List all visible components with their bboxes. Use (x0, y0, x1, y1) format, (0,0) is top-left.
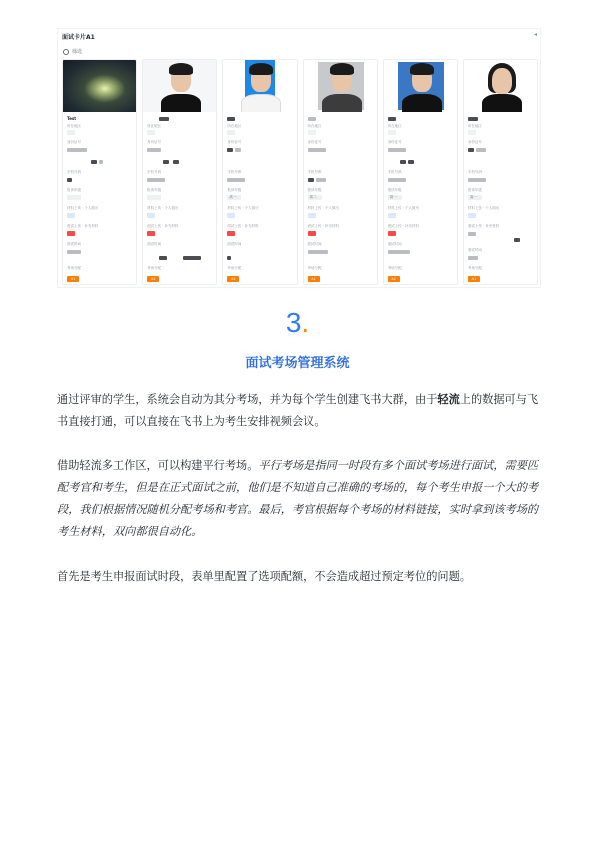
redacted-text (227, 117, 235, 121)
field-label: 材料上传 · 个人简历 (147, 206, 179, 210)
field-label: 面试时间 (467, 248, 482, 252)
redacted-text (67, 178, 72, 182)
attachment-tag[interactable] (147, 231, 155, 236)
redacted-text (468, 256, 478, 260)
field-label: 面试上传 · 补充材料 (387, 224, 420, 228)
room-button[interactable]: A1 (147, 276, 159, 282)
grade-tag (67, 195, 81, 200)
field-label: 面试时间 (67, 242, 81, 246)
candidate-card[interactable] (383, 59, 458, 285)
embedded-screenshot (57, 28, 541, 288)
redacted-text (147, 178, 165, 182)
grade-tag: 高一 (468, 195, 482, 200)
field-label: 手机号码 (147, 170, 162, 174)
photo-figure (241, 94, 281, 112)
redacted-text (308, 178, 314, 182)
redacted-text (227, 178, 245, 182)
field-label: 面试上传 · 补充材料 (67, 224, 99, 228)
redacted-text (316, 178, 326, 182)
photo-figure (161, 94, 201, 112)
candidate-photo (304, 60, 378, 112)
field-label: 身份证号 (307, 140, 322, 144)
field-label: 手机号码 (67, 170, 81, 174)
redacted-text (468, 117, 478, 121)
redacted-text (514, 238, 520, 242)
paragraph-italic-text: 平行考场是指同一时段有多个面试考场进行面试，需要匹配考官和考生，但是在正式面试之前，他们是不知道自己准确的考场的，每个考生申报一个大的考段，我们根据情况随机分配考场和考官。最后，考官根据每个考场的材料链接，实时拿到该考场的考生材料，双向都很自动化。 (57, 459, 539, 538)
redacted-text (400, 160, 406, 164)
redacted-text (159, 256, 167, 260)
room-button[interactable]: A1 (388, 276, 400, 282)
field-label: 考场分配 (67, 266, 81, 270)
grade-tag: 高二 (308, 195, 322, 200)
field-label: 报读年级 (67, 188, 81, 192)
attachment-tag[interactable] (388, 213, 396, 218)
candidate-card[interactable] (222, 59, 297, 285)
candidate-name: Test (67, 116, 77, 121)
candidate-card[interactable] (303, 59, 378, 285)
field-label: 面试上传 · 补充材料 (307, 224, 339, 228)
redacted-text (388, 117, 396, 121)
paragraph-text: 借助轻流多工作区，可以构建平行考场。 (57, 459, 259, 472)
field-label: 所在地区 (387, 124, 402, 128)
attachment-tag[interactable] (227, 213, 235, 218)
redacted-text (173, 160, 179, 164)
paragraph (57, 455, 545, 543)
field-label: 考场分配 (227, 266, 242, 270)
photo-figure (492, 68, 512, 94)
room-button[interactable]: A1 (308, 276, 320, 282)
grade-tag: 高一 (388, 195, 402, 200)
redacted-text (388, 178, 406, 182)
room-button[interactable]: A1 (468, 276, 480, 282)
field-label: 考场分配 (387, 266, 402, 270)
redacted-text (227, 148, 233, 152)
field-label: 材料上传 · 个人简历 (227, 206, 259, 210)
field-label: 所在地区 (67, 124, 81, 128)
field-value (147, 130, 155, 135)
attachment-tag[interactable] (388, 231, 396, 236)
redacted-text (67, 148, 87, 152)
field-label: 面试时间 (307, 242, 322, 246)
redacted-text (308, 117, 316, 121)
card-list (62, 59, 538, 287)
room-button[interactable]: A1 (67, 276, 79, 282)
attachment-tag[interactable] (67, 231, 75, 236)
section-number-dot: . (301, 307, 310, 338)
field-label: 考场分配 (147, 266, 162, 270)
section-number-digit: 3 (285, 307, 302, 338)
section-title: 面试考场管理系统 (245, 356, 350, 371)
paragraph-bold-text: 轻流 (437, 393, 460, 406)
field-label: 面试时间 (147, 242, 162, 246)
paragraph-text: 上的数据可与飞书直接打通，可以直接在飞书上为考生安排视频会议。 (57, 393, 539, 428)
section-number (0, 306, 595, 340)
redacted-text (67, 250, 81, 254)
field-value (388, 130, 396, 135)
candidate-card[interactable] (62, 59, 137, 285)
field-label: 手机号码 (467, 170, 482, 174)
candidate-photo (464, 60, 538, 112)
field-label: 手机号码 (227, 170, 242, 174)
paragraph-text: 通过评审的学生，系统会自动为其分考场，并为每个学生创建飞书大群，由于 (57, 393, 438, 406)
redacted-text (99, 160, 103, 164)
field-label: 所在地区 (147, 124, 162, 128)
attachment-tag[interactable] (308, 231, 316, 236)
photo-figure (322, 94, 362, 112)
field-label: 所在地区 (467, 124, 482, 128)
paragraph: 首先是考生申报面试时段，表单里配置了选项配额，不会造成超过预定考位的问题。 (57, 570, 471, 583)
candidate-card[interactable] (142, 59, 217, 285)
field-label: 报读年级 (467, 188, 482, 192)
attachment-tag[interactable] (227, 231, 235, 236)
candidate-photo (63, 60, 137, 112)
redacted-text (308, 250, 328, 254)
redacted-text (388, 250, 410, 254)
redacted-text (147, 148, 161, 152)
grade-tag: 高一 (227, 195, 241, 200)
field-value (227, 130, 235, 135)
filter-button[interactable] (63, 48, 82, 55)
field-label: 报读年级 (227, 188, 242, 192)
photo-figure (402, 94, 442, 112)
attachment-tag[interactable] (468, 213, 476, 218)
field-value (308, 130, 316, 135)
field-label: 面试上传 · 补充材料 (467, 224, 500, 228)
candidate-photo (223, 60, 297, 112)
candidate-card[interactable] (463, 59, 538, 285)
field-label: 面试上传 · 补充材料 (227, 224, 259, 228)
field-label: 身份证号 (467, 140, 482, 144)
photo-figure (330, 63, 354, 75)
field-label: 所在地区 (227, 124, 242, 128)
field-label: 所在地区 (307, 124, 322, 128)
redacted-text (468, 148, 474, 152)
field-label: 报读年级 (307, 188, 322, 192)
field-label: 材料上传 · 个人简历 (67, 206, 99, 210)
redacted-text (227, 256, 231, 260)
field-label: 手机号码 (387, 170, 402, 174)
attachment-tag[interactable] (67, 213, 75, 218)
redacted-text (91, 160, 97, 164)
filter-icon (63, 49, 69, 55)
field-label: 材料上传 · 个人简历 (467, 206, 500, 210)
field-label: 考场分配 (307, 266, 322, 270)
redacted-text (408, 160, 414, 164)
field-label: 身份证号 (147, 140, 162, 144)
redacted-text (468, 232, 476, 236)
field-value (67, 130, 75, 135)
field-label: 身份证号 (387, 140, 402, 144)
filter-label: 筛选 (72, 49, 83, 55)
redacted-text (163, 160, 169, 164)
field-label: 材料上传 · 个人简历 (307, 206, 339, 210)
field-label: 身份证号 (67, 140, 81, 144)
redacted-text (388, 148, 406, 152)
redacted-text (476, 148, 486, 152)
candidate-photo (143, 60, 217, 112)
attachment-tag[interactable] (147, 213, 155, 218)
room-button[interactable]: A1 (227, 276, 239, 282)
photo-figure (249, 63, 273, 75)
candidate-photo (384, 60, 458, 112)
field-label: 材料上传 · 个人简历 (387, 206, 420, 210)
more-icon[interactable]: ◂ (533, 31, 537, 38)
redacted-text (308, 148, 326, 152)
redacted-text (235, 148, 241, 152)
field-label: 面试时间 (387, 242, 402, 246)
field-label: 报读年级 (387, 188, 402, 192)
photo-figure (410, 63, 434, 75)
redacted-text (468, 178, 486, 182)
redacted-text (159, 117, 169, 121)
field-label: 面试时间 (227, 242, 242, 246)
field-value (468, 130, 476, 135)
photo-figure (482, 94, 522, 112)
field-label: 手机号码 (307, 170, 322, 174)
grade-tag (147, 195, 161, 200)
field-label: 报读年级 (147, 188, 162, 192)
photo-figure (169, 63, 193, 75)
paragraph (57, 389, 545, 433)
screenshot-title: 面试卡片A1 (62, 34, 95, 41)
field-label: 身份证号 (227, 140, 242, 144)
redacted-text (183, 256, 201, 260)
field-label: 面试上传 · 补充材料 (147, 224, 179, 228)
field-label: 考场分配 (467, 266, 482, 270)
attachment-tag[interactable] (308, 213, 316, 218)
